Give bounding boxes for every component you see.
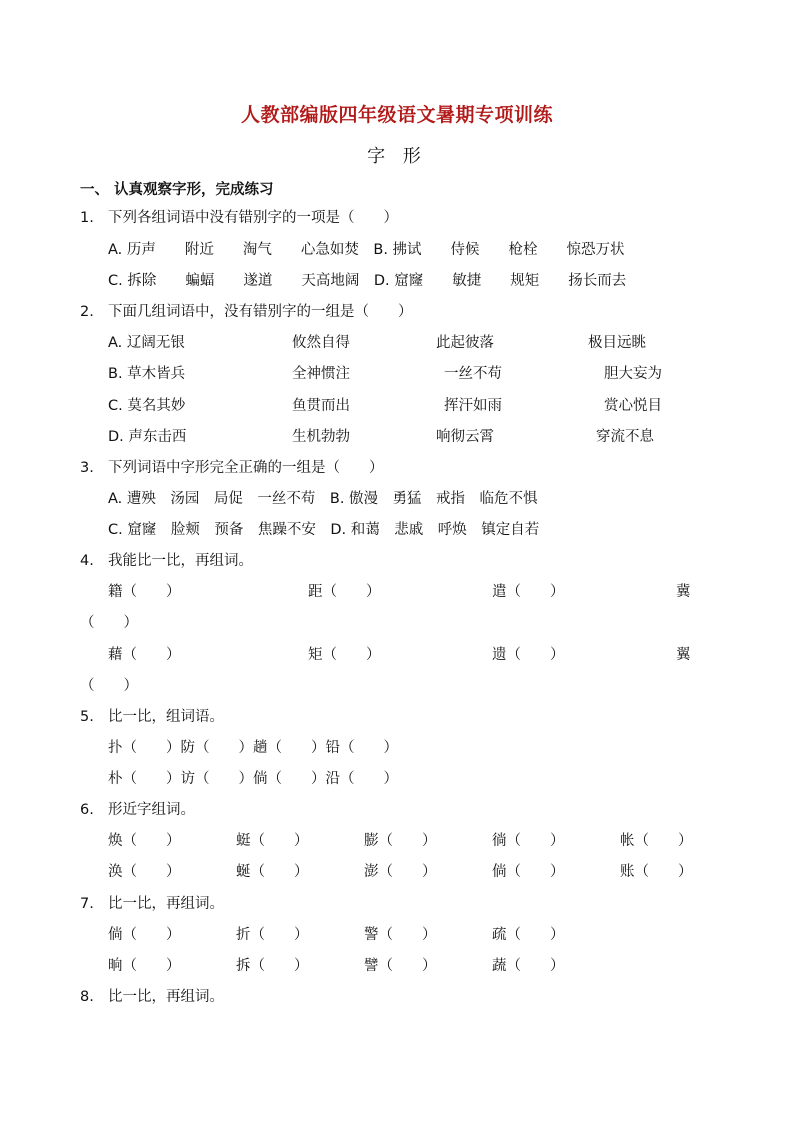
q6-item: 倘（ ） (492, 864, 565, 880)
q6-item: 徜（ ） (492, 833, 565, 849)
q4-item: 藉（ ） (108, 647, 181, 663)
q2-option: 全神惯注 (292, 366, 350, 382)
q7-item: 倘（ ） (108, 927, 181, 943)
q2-option: C. 莫名其妙 (108, 398, 186, 414)
q1-number: 1. (80, 210, 94, 226)
q6-item: 澎（ ） (364, 864, 437, 880)
q4-item: 籍（ ） (108, 584, 181, 600)
q7-item: 譬（ ） (364, 958, 437, 974)
q7-text: 比一比，再组词。 (108, 896, 224, 912)
q7-item: 晌（ ） (108, 958, 181, 974)
q6-item: 焕（ ） (108, 833, 181, 849)
q2-option: A. 辽阔无银 (108, 335, 185, 351)
page-subtitle: 字 形 (367, 146, 427, 167)
q4-item: 距（ ） (308, 584, 381, 600)
q4-text: 我能比一比，再组词。 (108, 553, 253, 569)
q2-option: 攸然自得 (292, 335, 350, 351)
q5-text: 比一比，组词语。 (108, 709, 224, 725)
q6-item: 蜓（ ） (236, 833, 309, 849)
q7-item: 拆（ ） (236, 958, 309, 974)
section-heading: 一、 认真观察字形，完成练习 (80, 182, 274, 198)
q2-option: 挥汗如雨 (444, 398, 502, 414)
q4-item-wrap: （ ） (80, 678, 138, 694)
q6-number: 6. (80, 802, 94, 818)
q2-option: 胆大妄为 (604, 366, 662, 382)
q5-row2: 朴（ ）访（ ）倘（ ）沿（ ） (108, 771, 398, 787)
q2-option: B. 草木皆兵 (108, 366, 186, 382)
q4-item: 遗（ ） (492, 647, 565, 663)
q5-row1: 扑（ ）防（ ）趟（ ）铅（ ） (108, 740, 398, 756)
q4-item: 遣（ ） (492, 584, 565, 600)
q2-option: 响彻云霄 (436, 429, 494, 445)
q2-option: 赏心悦目 (604, 398, 662, 414)
q4-item-wrap: （ ） (80, 615, 138, 631)
q6-item: 帐（ ） (620, 833, 693, 849)
q7-item: 蔬（ ） (492, 958, 565, 974)
q1-options-row2: C. 拆除 蝙蝠 遂道 天高地阔 D. 窟窿 敏捷 规矩 扬长而去 (108, 273, 627, 289)
q6-item: 账（ ） (620, 864, 693, 880)
q2-option: 一丝不苟 (444, 366, 502, 382)
q7-number: 7. (80, 896, 94, 912)
q6-text: 形近字组词。 (108, 802, 195, 818)
q8-number: 8. (80, 989, 94, 1005)
q2-option: 极目远眺 (588, 335, 646, 351)
q7-item: 折（ ） (236, 927, 309, 943)
page-title: 人教部编版四年级语文暑期专项训练 (240, 104, 553, 126)
q6-item: 蜒（ ） (236, 864, 309, 880)
q2-text: 下面几组词语中，没有错别字的一组是（ ） (108, 304, 413, 320)
q2-option: D. 声东击西 (108, 429, 187, 445)
q2-option: 生机勃勃 (292, 429, 350, 445)
q4-item: 翼 (676, 647, 691, 663)
q1-options-row1: A. 历声 附近 淘气 心急如焚 B. 拂试 侍候 枪栓 惊恐万状 (108, 242, 625, 258)
q2-option: 此起彼落 (436, 335, 494, 351)
q3-text: 下列词语中字形完全正确的一组是（ ） (108, 460, 384, 476)
q2-number: 2. (80, 304, 94, 320)
q2-option: 鱼贯而出 (292, 398, 350, 414)
q6-item: 膨（ ） (364, 833, 437, 849)
q1-text: 下列各组词语中没有错别字的一项是（ ） (108, 210, 398, 226)
q6-item: 涣（ ） (108, 864, 181, 880)
q4-number: 4. (80, 553, 94, 569)
q3-options-row2: C. 窟窿 脸颊 预备 焦躁不安 D. 和蔼 悲戚 呼焕 镇定自若 (108, 522, 540, 538)
q3-options-row1: A. 遭殃 汤园 局促 一丝不苟 B. 傲漫 勇猛 戒指 临危不惧 (108, 491, 538, 507)
q4-item: 矩（ ） (308, 647, 381, 663)
q3-number: 3. (80, 460, 94, 476)
q7-item: 疏（ ） (492, 927, 565, 943)
q5-number: 5. (80, 709, 94, 725)
q2-option: 穿流不息 (596, 429, 654, 445)
q8-text: 比一比，再组词。 (108, 989, 224, 1005)
q7-item: 警（ ） (364, 927, 437, 943)
q4-item: 冀 (676, 584, 691, 600)
